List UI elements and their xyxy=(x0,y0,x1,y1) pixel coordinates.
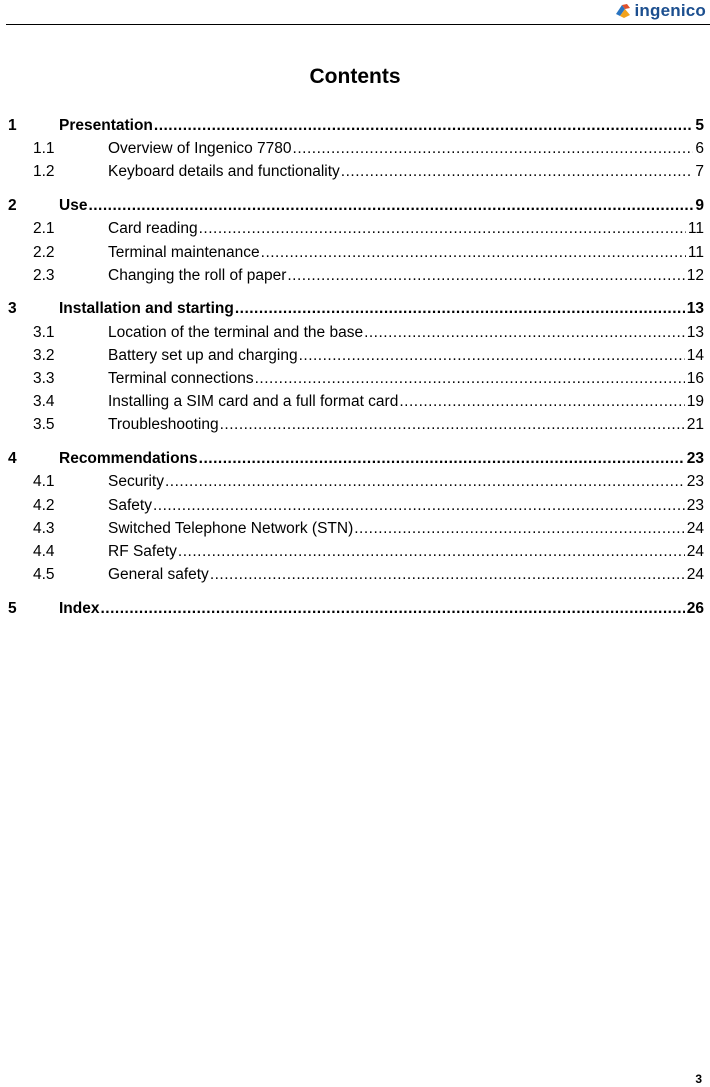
toc-leader-dots xyxy=(299,345,685,367)
toc-entry-number: 4.3 xyxy=(33,519,55,537)
toc-entry-number: 2.3 xyxy=(33,266,55,284)
toc-entry-page[interactable]: 23 xyxy=(686,450,704,468)
toc-entry-page[interactable]: 24 xyxy=(686,566,704,584)
toc-entry-text xyxy=(108,518,710,540)
toc-entry-text xyxy=(59,115,710,137)
toc-leader-dots xyxy=(399,391,684,413)
toc-entry-label[interactable]: Safety xyxy=(108,495,153,517)
toc-leader-dots xyxy=(210,564,685,586)
toc-subsection-entry[interactable] xyxy=(0,138,710,160)
toc-entry-number: 5 xyxy=(8,599,17,617)
toc-entry-text xyxy=(108,495,710,517)
toc-entry-text xyxy=(108,161,710,183)
toc-entry-page[interactable]: 6 xyxy=(695,140,704,158)
toc-leader-dots xyxy=(165,471,685,493)
toc-section-entry[interactable] xyxy=(0,598,710,620)
toc-leader-dots xyxy=(199,448,685,470)
toc-subsection-entry[interactable] xyxy=(0,391,710,413)
header-divider xyxy=(6,24,710,25)
toc-entry-number: 4.4 xyxy=(33,542,55,560)
toc-entry-page[interactable]: 12 xyxy=(686,266,704,284)
toc-leader-dots xyxy=(178,541,685,563)
toc-entry-number: 2 xyxy=(8,197,17,215)
toc-subsection-entry[interactable] xyxy=(0,414,710,436)
toc-entry-number: 4.2 xyxy=(33,496,55,514)
toc-entry-page[interactable]: 24 xyxy=(686,542,704,560)
toc-entry-label[interactable]: Terminal connections xyxy=(108,368,255,390)
toc-entry-label[interactable]: Switched Telephone Network (STN) xyxy=(108,518,354,540)
toc-entry-page[interactable]: 11 xyxy=(687,243,704,261)
toc-entry-page[interactable]: 16 xyxy=(686,370,704,387)
toc-entry-label[interactable]: RF Safety xyxy=(108,541,178,563)
toc-leader-dots xyxy=(220,414,685,436)
toc-subsection-entry[interactable] xyxy=(0,541,710,563)
ingenico-logo-icon xyxy=(614,2,632,20)
toc-entry-page[interactable]: 23 xyxy=(686,496,704,514)
toc-section-entry[interactable] xyxy=(0,448,710,470)
toc-entry-text xyxy=(108,218,710,240)
toc-entry-number: 3.5 xyxy=(33,416,55,434)
toc-entry-label[interactable]: Changing the roll of paper xyxy=(108,265,287,287)
toc-leader-dots xyxy=(154,115,693,137)
toc-leader-dots xyxy=(199,218,686,240)
toc-entry-text xyxy=(59,448,710,470)
toc-subsection-entry[interactable] xyxy=(0,495,710,517)
toc-leader-dots xyxy=(235,298,685,320)
toc-subsection-entry[interactable] xyxy=(0,218,710,240)
toc-entry-text xyxy=(108,564,710,586)
toc-entry-page[interactable]: 13 xyxy=(686,300,704,318)
toc-entry-text xyxy=(108,242,710,264)
toc-entry-label[interactable]: Overview of Ingenico 7780 xyxy=(108,138,293,160)
toc-entry-text xyxy=(108,541,710,563)
toc-leader-dots xyxy=(153,495,685,517)
toc-entry-page[interactable]: 9 xyxy=(695,197,704,215)
toc-entry-text xyxy=(108,471,710,493)
toc-entry-label[interactable]: Battery set up and charging xyxy=(108,345,299,367)
toc-entry-text xyxy=(108,345,710,367)
toc-subsection-entry[interactable] xyxy=(0,242,710,264)
toc-leader-dots xyxy=(364,322,685,344)
toc-entry-number: 1 xyxy=(8,117,17,134)
toc-entry-text xyxy=(59,298,710,320)
toc-entry-number: 1.2 xyxy=(33,163,55,181)
toc-entry-text xyxy=(59,598,710,620)
toc-leader-dots xyxy=(100,598,684,620)
toc-entry-page[interactable]: 26 xyxy=(686,599,704,617)
toc-entry-label[interactable]: General safety xyxy=(108,564,210,586)
toc-subsection-entry[interactable] xyxy=(0,471,710,493)
toc-entry-label[interactable]: Presentation xyxy=(59,115,154,137)
toc-leader-dots xyxy=(293,138,694,160)
toc-entry-page[interactable]: 13 xyxy=(686,323,704,341)
toc-entry-label[interactable]: Index xyxy=(59,598,100,620)
toc-entry-text xyxy=(108,265,710,287)
toc-entry-number: 3 xyxy=(8,300,17,318)
toc-entry-label[interactable]: Use xyxy=(59,195,88,217)
toc-entry-label[interactable]: Keyboard details and functionality xyxy=(108,161,341,183)
page-title: Contents xyxy=(309,65,401,88)
logo-text: ingenico xyxy=(634,1,706,20)
toc-entry-page[interactable]: 7 xyxy=(695,163,704,181)
toc-entry-page[interactable]: 21 xyxy=(686,416,704,434)
ingenico-logo xyxy=(614,0,707,22)
toc-entry-label[interactable]: Location of the terminal and the base xyxy=(108,322,364,344)
toc-subsection-entry[interactable] xyxy=(0,345,710,367)
toc-subsection-entry[interactable] xyxy=(0,322,710,344)
toc-entry-number: 4.5 xyxy=(33,566,55,584)
page-number: 3 xyxy=(695,1072,702,1086)
toc-subsection-entry[interactable] xyxy=(0,265,710,287)
toc-entry-text xyxy=(108,368,710,390)
toc-entry-number: 4 xyxy=(8,450,17,468)
toc-entry-label[interactable]: Terminal maintenance xyxy=(108,242,261,264)
page-header xyxy=(0,0,710,26)
toc-entry-label[interactable]: Installing a SIM card and a full format card xyxy=(108,391,399,413)
toc-entry-text xyxy=(108,138,710,160)
toc-subsection-entry[interactable] xyxy=(0,564,710,586)
toc-entry-page[interactable]: 11 xyxy=(687,220,704,238)
toc-entry-page[interactable]: 24 xyxy=(686,519,704,537)
toc-entry-text xyxy=(108,391,710,413)
toc-leader-dots xyxy=(255,368,685,390)
toc-entry-text xyxy=(108,322,710,344)
toc-entry-label[interactable]: Card reading xyxy=(108,218,199,240)
toc-section-entry[interactable] xyxy=(0,195,710,217)
toc-section-entry[interactable] xyxy=(0,115,710,137)
toc-entry-page[interactable]: 14 xyxy=(686,346,704,364)
toc-entry-label[interactable]: Security xyxy=(108,471,165,493)
toc-entry-number: 3.4 xyxy=(33,393,55,411)
toc-entry-text xyxy=(108,414,710,436)
toc-entry-number: 1.1 xyxy=(33,140,55,158)
toc-entry-page[interactable]: 19 xyxy=(686,393,704,411)
toc-entry-number: 2.2 xyxy=(33,243,55,261)
toc-entry-label[interactable]: Installation and starting xyxy=(59,298,235,320)
toc-entry-number: 2.1 xyxy=(33,220,55,238)
toc-entry-label[interactable]: Recommendations xyxy=(59,448,199,470)
toc-entry-number: 4.1 xyxy=(33,473,55,491)
toc-leader-dots xyxy=(341,161,694,183)
toc-entry-page[interactable]: 5 xyxy=(695,117,704,134)
toc-leader-dots xyxy=(354,518,685,540)
toc-subsection-entry[interactable] xyxy=(0,518,710,540)
toc-entry-page[interactable]: 23 xyxy=(686,473,704,491)
toc-entry-label[interactable]: Troubleshooting xyxy=(108,414,220,436)
toc-entry-number: 3.3 xyxy=(33,370,55,387)
toc-entry-text xyxy=(59,195,710,217)
toc-entry-number: 3.2 xyxy=(33,346,55,364)
toc-leader-dots xyxy=(88,195,693,217)
toc-section-entry[interactable] xyxy=(0,298,710,320)
toc-leader-dots xyxy=(287,265,684,287)
toc-leader-dots xyxy=(261,242,686,264)
toc-subsection-entry[interactable] xyxy=(0,161,710,183)
toc-subsection-entry[interactable] xyxy=(0,368,710,390)
toc-entry-number: 3.1 xyxy=(33,323,55,341)
